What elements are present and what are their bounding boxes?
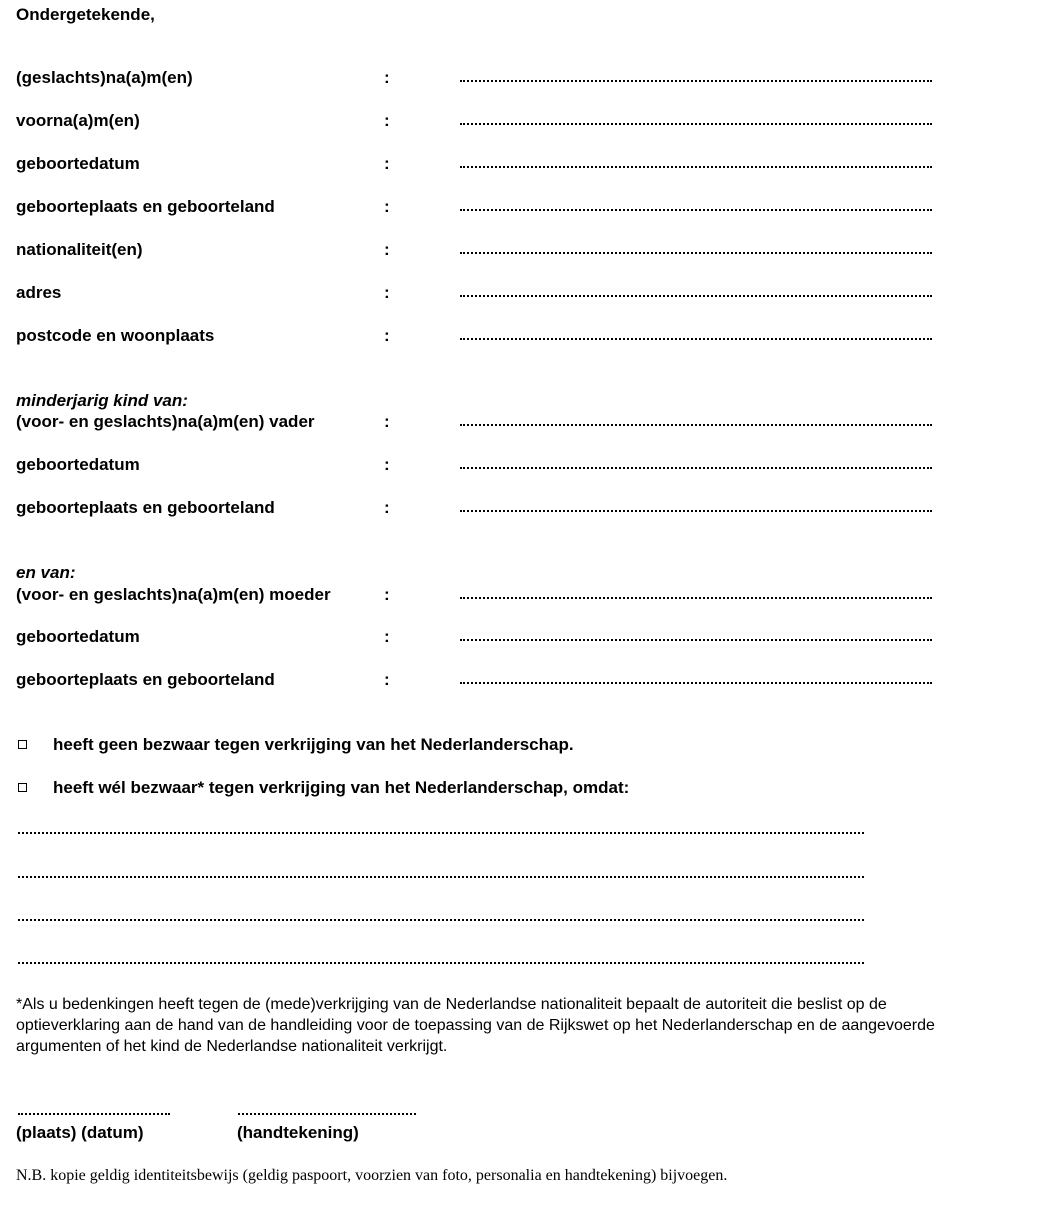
form-heading: Ondergetekende, — [16, 5, 155, 24]
place-date-field[interactable] — [18, 1113, 170, 1115]
birth-date-field[interactable] — [460, 166, 932, 168]
first-names-field[interactable] — [460, 123, 932, 125]
field-colon: : — [384, 154, 390, 173]
field-colon: : — [384, 670, 390, 689]
reason-line[interactable] — [18, 832, 864, 834]
father-birth-place-field[interactable] — [460, 510, 932, 512]
field-colon: : — [384, 498, 390, 517]
field-colon: : — [384, 412, 390, 431]
field-colon: : — [384, 455, 390, 474]
mother-birth-date-field[interactable] — [460, 639, 932, 641]
father-section-title: minderjarig kind van: — [16, 391, 188, 410]
field-label-father-name: (voor- en geslachts)na(a)m(en) vader — [16, 412, 315, 431]
field-colon: : — [384, 68, 390, 87]
field-colon: : — [384, 585, 390, 604]
father-birth-date-field[interactable] — [460, 467, 932, 469]
reason-line[interactable] — [18, 919, 864, 921]
field-label-birth-date: geboortedatum — [16, 154, 140, 173]
field-colon: : — [384, 197, 390, 216]
reason-line[interactable] — [18, 962, 864, 964]
field-label-nationality: nationaliteit(en) — [16, 240, 143, 259]
objection-label: heeft wél bezwaar* tegen verkrijging van het Nederlanderschap, omdat: — [53, 778, 630, 797]
field-label-birth-place: geboorteplaats en geboorteland — [16, 197, 275, 216]
field-label-address: adres — [16, 283, 62, 302]
field-colon: : — [384, 627, 390, 646]
mother-section-title: en van: — [16, 563, 76, 582]
signature-label: (handtekening) — [237, 1123, 359, 1142]
field-label-father-birth-date: geboortedatum — [16, 455, 140, 474]
father-name-field[interactable] — [460, 424, 932, 426]
field-label-mother-birth-place: geboorteplaats en geboorteland — [16, 670, 275, 689]
field-label-mother-name: (voor- en geslachts)na(a)m(en) moeder — [16, 585, 331, 604]
field-label-first-names: voorna(a)m(en) — [16, 111, 140, 130]
nb-note: N.B. kopie geldig identiteitsbewijs (geldig paspoort, voorzien van foto, personalia en handtekening) bijvoegen. — [16, 1167, 728, 1184]
field-colon: : — [384, 111, 390, 130]
field-colon: : — [384, 283, 390, 302]
field-label-father-birth-place: geboorteplaats en geboorteland — [16, 498, 275, 517]
field-colon: : — [384, 240, 390, 259]
no-objection-label: heeft geen bezwaar tegen verkrijging van het Nederlanderschap. — [53, 735, 574, 754]
surname-field[interactable] — [460, 80, 932, 82]
footnote: *Als u bedenkingen heeft tegen de (mede)verkrijging van de Nederlandse nationaliteit bepaalt de autoriteit die beslist op de optieverklaring aan de hand van de handleiding voor de toepassing van de Rijkswet op het Nederlanderschap en de aangevoerde argumenten of het kind de Nederlandse nationaliteit verkrijgt. — [16, 996, 935, 1055]
postcode-field[interactable] — [460, 338, 932, 340]
mother-birth-place-field[interactable] — [460, 682, 932, 684]
field-colon: : — [384, 326, 390, 345]
reason-line[interactable] — [18, 876, 864, 878]
mother-name-field[interactable] — [460, 597, 932, 599]
nationality-field[interactable] — [460, 252, 932, 254]
objection-checkbox[interactable] — [18, 783, 27, 792]
place-date-label: (plaats) (datum) — [16, 1123, 144, 1142]
field-label-surname: (geslachts)na(a)m(en) — [16, 68, 193, 87]
birth-place-field[interactable] — [460, 209, 932, 211]
signature-field[interactable] — [238, 1113, 416, 1115]
address-field[interactable] — [460, 295, 932, 297]
field-label-mother-birth-date: geboortedatum — [16, 627, 140, 646]
field-label-postcode: postcode en woonplaats — [16, 326, 215, 345]
no-objection-checkbox[interactable] — [18, 740, 27, 749]
